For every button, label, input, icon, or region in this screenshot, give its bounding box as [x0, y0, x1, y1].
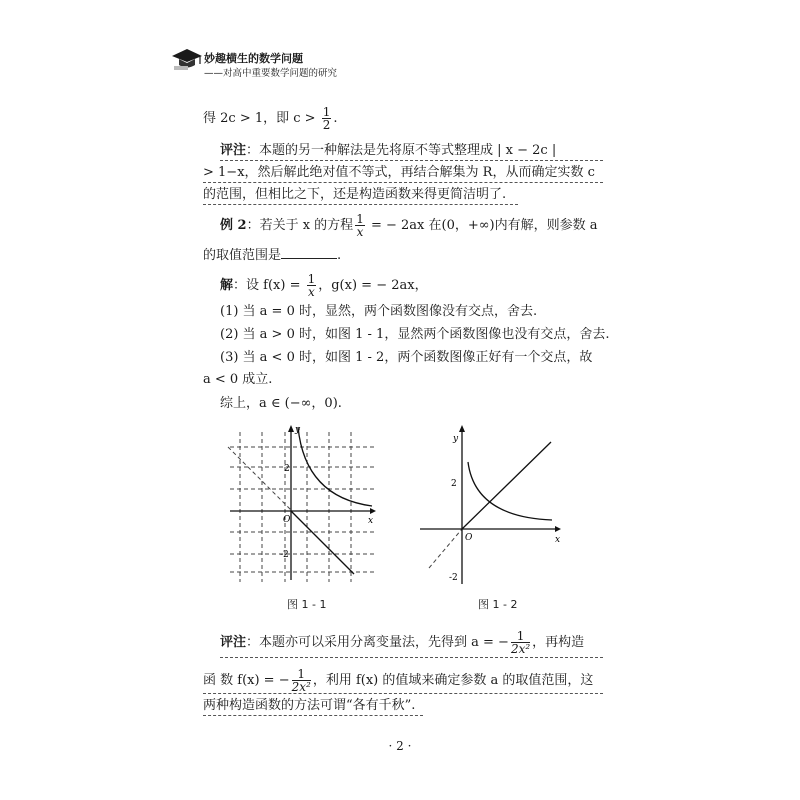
remark2-line-3: 两种构造函数的方法可谓“各有千秋”.: [203, 698, 416, 713]
line-g-solid-part: [291, 511, 354, 574]
fraction-one-half: $\frac{1}{2}$: [322, 105, 331, 132]
tick-label-2: 2: [451, 479, 457, 489]
fraction-1-over-x: $\frac{1}{x}$: [356, 212, 364, 239]
tick-label-2: 2: [284, 464, 290, 474]
origin-label: O: [465, 533, 473, 543]
remark1-line-2: > 1−x，然后解此绝对值不等式，再结合解集为 R，从而确定实数 c: [203, 165, 595, 180]
figure-1-1: [225, 422, 385, 582]
remark1-line-1: 评注：本题的另一种解法是先将原不等式整理成 | x − 2c |: [220, 143, 557, 158]
remark-label: 评注: [220, 635, 247, 650]
case-3-line-2: a < 0 成立.: [203, 372, 273, 387]
case-1: (1) 当 a = 0 时，显然，两个函数图像没有交点，舍去.: [220, 304, 538, 319]
remark2-line-1: 评注：本题亦可以采用分离变量法，先得到 a = − $\frac{1}{\text{2x²}}$ ，再构造: [220, 629, 585, 656]
solution-line: 解：设 f(x) = $\frac{1}{x}$ ，g(x) = − 2ax，: [220, 272, 428, 299]
tick-label-neg-2: -2: [280, 550, 289, 560]
remark2-underline-3: [203, 715, 423, 716]
remark2-underline-1: [220, 657, 603, 658]
remark1-underline-1: [220, 160, 603, 161]
conclusion: 综上，a ∈ (−∞，0).: [220, 396, 342, 411]
solution-label: 解: [220, 278, 234, 293]
y-axis-label: y: [295, 425, 301, 435]
fraction-1-over-x: $\frac{1}{x}$: [307, 272, 316, 299]
line-g-dashed-part: [228, 447, 291, 510]
figure-1-1-caption: 图 1 - 1: [287, 598, 327, 611]
x-axis-label: x: [555, 535, 561, 545]
example2-line-2: 的取值范围是 .: [203, 248, 342, 263]
tick-label-neg-2: -2: [449, 573, 458, 583]
y-axis-arrow-icon: [288, 425, 294, 432]
remark2-underline-2: [203, 693, 603, 694]
text-line-1: 得 2c > 1，即 c > $\frac{1}{2}$ .: [203, 105, 338, 132]
fraction-1-over-2x-squared: $\frac{1}{\text{2x²}}$: [510, 629, 531, 656]
remark1-line-3: 的范围，但相比之下，还是构造函数来得更简洁明了.: [203, 187, 507, 202]
example2-line-1: 例 2：若关于 x 的方程 $\frac{1}{x}$ = − 2ax 在(0，+∞)内有解，则参数 a: [220, 212, 598, 239]
figure-1-2: [415, 422, 575, 587]
x-axis-arrow-icon: [555, 526, 561, 532]
line-g-dashed-part: [429, 529, 462, 568]
case-2: (2) 当 a > 0 时，如图 1 - 1，显然两个函数图像也没有交点，舍去.: [220, 327, 610, 342]
y-axis-arrow-icon: [459, 425, 465, 432]
fraction-1-over-2x-squared: $\frac{1}{\text{2x²}}$: [291, 667, 311, 694]
figure-1-2-caption: 图 1 - 2: [478, 598, 518, 611]
x-axis-label: x: [368, 516, 374, 526]
example-label: 例 2: [220, 218, 247, 233]
header-logo-icon: [170, 46, 204, 72]
book-title: 妙趣横生的数学问题: [204, 52, 303, 65]
remark2-line-2: 函 数 f(x) = − $\frac{1}{\text{2x²}}$ ，利用 f(x) 的值域来确定参数 a 的取值范围，这: [203, 667, 594, 694]
answer-blank: [281, 246, 337, 259]
page-number: · 2 ·: [388, 739, 412, 753]
origin-label: O: [283, 515, 291, 525]
book-subtitle: ——对高中重要数学问题的研究: [204, 68, 338, 79]
remark1-underline-2: [203, 182, 603, 183]
remark1-underline-3: [203, 204, 518, 205]
y-axis-label: y: [453, 434, 459, 444]
x-axis-arrow-icon: [370, 508, 376, 514]
remark-label: 评注: [220, 143, 247, 158]
case-3-line-1: (3) 当 a < 0 时，如图 1 - 2，两个函数图像正好有一个交点，故: [220, 350, 593, 365]
